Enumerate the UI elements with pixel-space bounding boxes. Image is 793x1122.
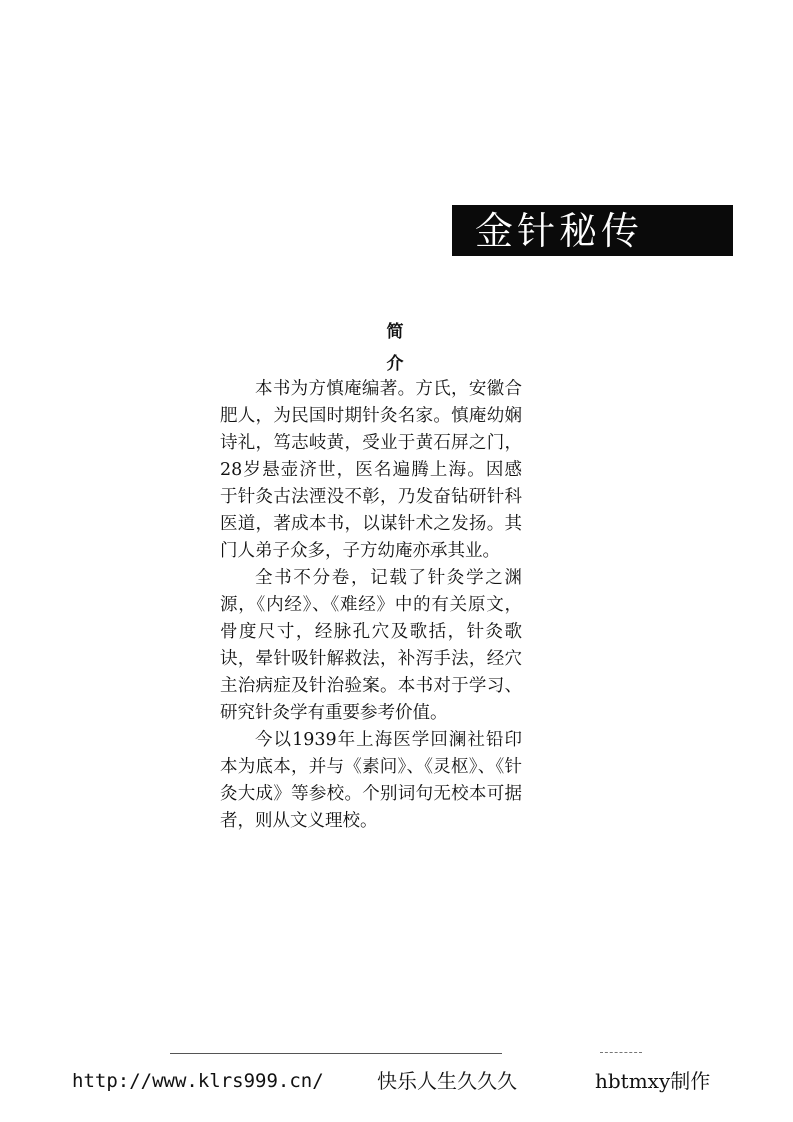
footer-url-link[interactable]: http://www.klrs999.cn/ bbox=[72, 1070, 324, 1092]
paragraph-contents: 全书不分卷，记载了针灸学之渊源，《内经》、《难经》中的有关原文，骨度尺寸，经脉孔穴及歌括，针灸歌诀，晕针吸针解救法，补泻手法，经穴主治病症及针治验案。本书对于学习、研究针灸学有重要参考价值。 bbox=[220, 568, 522, 723]
footer-divider-short bbox=[600, 1052, 642, 1053]
footer-divider bbox=[170, 1053, 502, 1054]
footer bbox=[72, 1067, 752, 1097]
paragraph-edition: 今以1939年上海医学回澜社铅印本为底本，并与《素问》、《灵枢》、《针灸大成》等参校。个别词句无校本可据者，则从文义理校。 bbox=[220, 730, 522, 831]
introduction-body bbox=[220, 376, 522, 835]
book-title: 金针秘传 bbox=[475, 209, 644, 253]
section-heading: 简介 bbox=[386, 322, 434, 374]
footer-credit: hbtmxy制作 bbox=[595, 1069, 711, 1093]
paragraph-author: 本书为方慎庵编著。方氏，安徽合肥人，为民国时期针灸名家。慎庵幼娴诗礼，笃志岐黄，受业于黄石屏之门，28岁悬壶济世，医名遍腾上海。因感于针灸古法湮没不彰，乃发奋钻研针科医道，著成本书，以谋针术之发扬。其门人弟子众多，子方幼庵亦承其业。 bbox=[220, 379, 522, 561]
footer-slogan: 快乐人生久久久 bbox=[377, 1069, 517, 1093]
